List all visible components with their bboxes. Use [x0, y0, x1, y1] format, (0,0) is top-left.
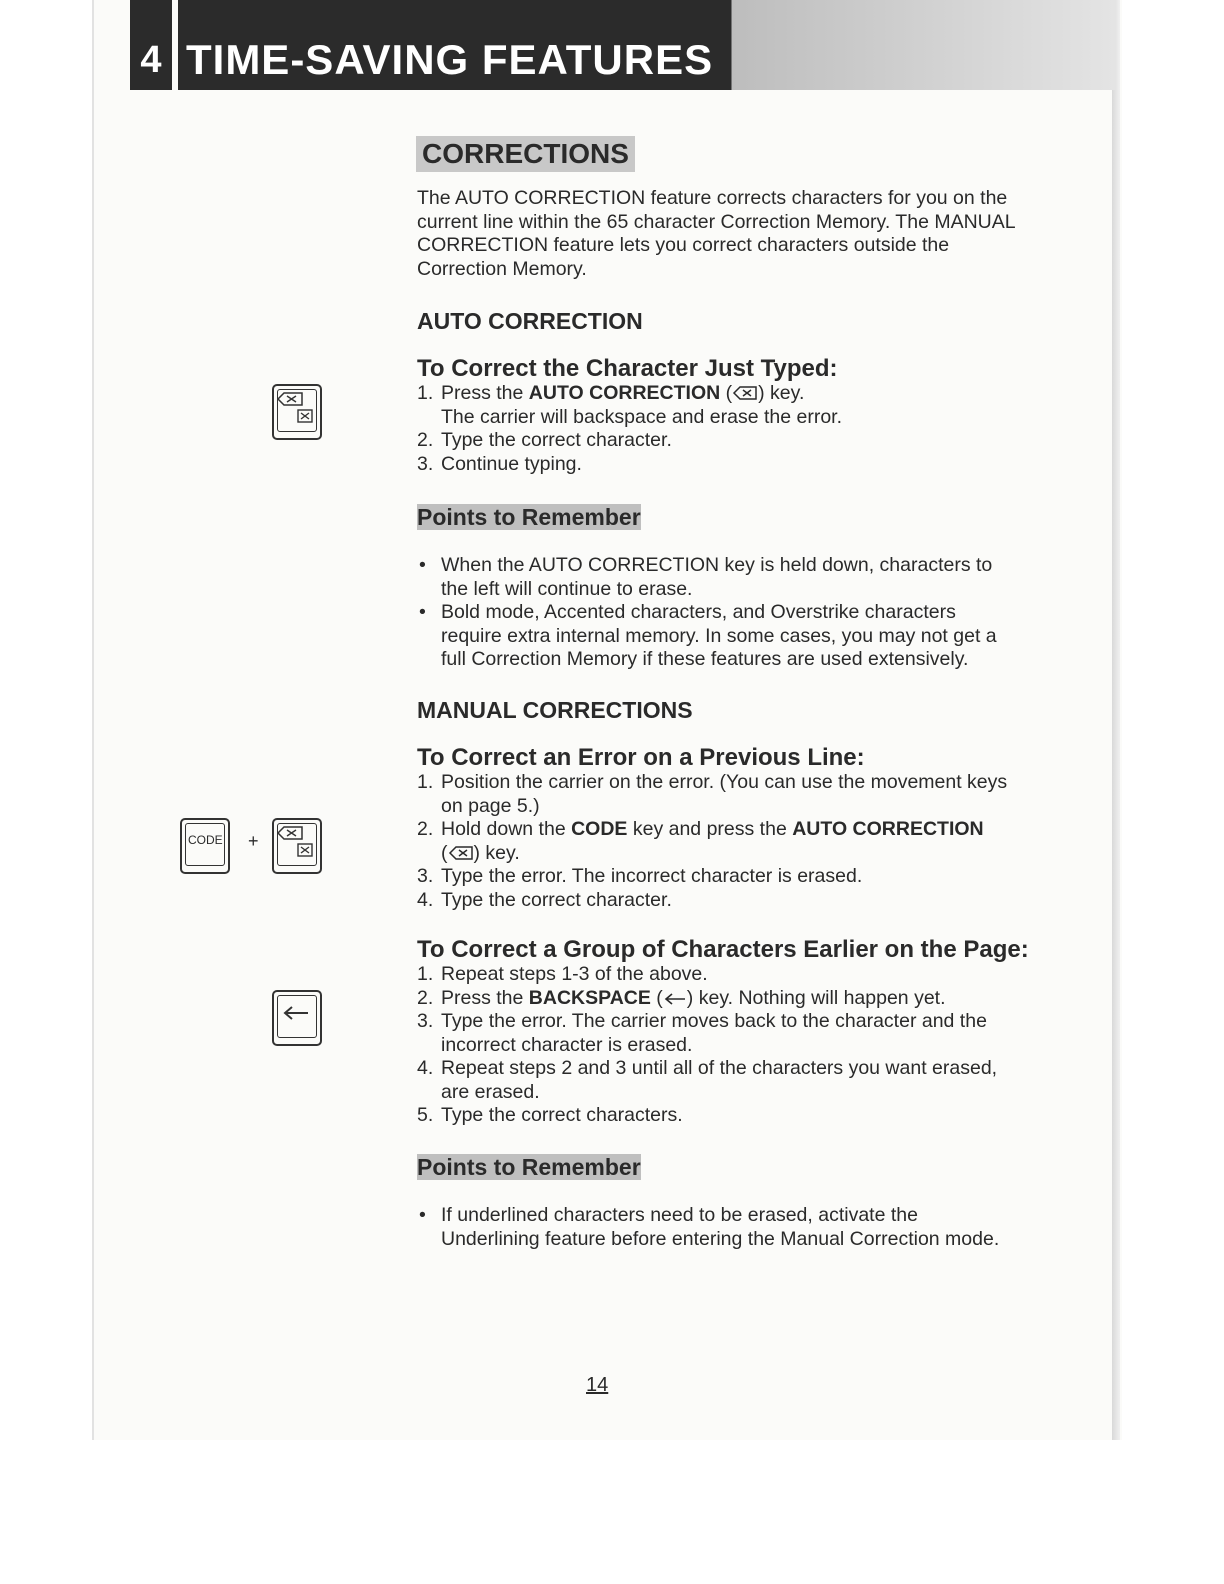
auto-correction-heading: AUTO CORRECTION [417, 308, 643, 334]
manual-corrections-heading: MANUAL CORRECTIONS [417, 697, 693, 723]
auto-correction-key-symbol-icon [732, 385, 758, 401]
section-title: CORRECTIONS [416, 136, 635, 172]
step-item [417, 453, 1037, 477]
step-number: 2. [417, 986, 434, 1009]
step-key-name: CODE [571, 818, 628, 840]
bullet-item: • If underlined characters need to be erased, activate the Underlining feature before entering the Manual Correction mode. [417, 1204, 1017, 1251]
step-text: key. [770, 382, 805, 404]
step-text: Press the [441, 986, 524, 1009]
step-number: 4. [417, 1057, 434, 1079]
step-item: 1. Press the AUTO CORRECTION ( ) key. The carrier will backspace and erase the error. [417, 382, 843, 428]
step-text: Type the correct character. [441, 429, 672, 451]
code-key-label: CODE [188, 833, 223, 847]
auto-correction-subheading: To Correct the Character Just Typed: [417, 355, 838, 382]
points-list [417, 1204, 1017, 1251]
section-intro: The AUTO CORRECTION feature corrects characters for you on the current line within the 65 character Correction Memory. The MANUAL CORRECTION feature lets you correct characters outside the Correction Memory. [417, 187, 1015, 280]
page-edge-shadow [1112, 0, 1120, 1440]
page-number: 14 [586, 1374, 609, 1396]
chapter-number: 4 [140, 38, 162, 81]
step-key-name: AUTO CORRECTION [792, 818, 984, 840]
manual-steps-previous-line [417, 771, 1017, 912]
bullet-item: • Bold mode, Accented characters, and Overstrike characters require extra internal memory. In some cases, you may not get a full Correction Memory if these features are used extensively. [417, 601, 1017, 672]
chapter-title: TIME-SAVING FEATURES [186, 36, 714, 83]
step-number: 3. [417, 452, 434, 475]
step-number: 2. [417, 429, 434, 451]
step-item [417, 1057, 1017, 1104]
manual-subheading-group: To Correct a Group of Characters Earlier on the Page: [417, 936, 1029, 963]
step-item [417, 963, 1017, 987]
step-key-name: AUTO CORRECTION [528, 382, 721, 404]
step-text: Type the error. The carrier moves back to the character and the incorrect character is erased. [441, 1010, 987, 1056]
step-number: 3. [417, 865, 434, 887]
step-text: Type the error. The incorrect character is erased. [441, 865, 863, 887]
points-list [417, 554, 1017, 672]
step-text: key. [485, 841, 520, 864]
step-text: Position the carrier on the error. (You can use the movement keys on page 5.) [441, 771, 1008, 817]
step-item [417, 429, 1037, 453]
step-text: The carrier will backspace and erase the error. [441, 405, 843, 428]
step-item [417, 889, 1017, 913]
step-number: 1. [417, 963, 434, 985]
step-item: 2. Press the BACKSPACE ( ) key. Nothing will happen yet. [417, 986, 946, 1009]
step-number: 1. [417, 771, 434, 793]
step-number: 5. [417, 1104, 434, 1126]
backspace-key-icon [272, 990, 322, 1046]
step-text: Repeat steps 2 and 3 until all of the characters you want erased, are erased. [441, 1057, 998, 1103]
auto-correction-steps [417, 382, 1037, 476]
step-number: 2. [417, 818, 434, 840]
step-text: Type the correct characters. [441, 1104, 683, 1126]
manual-subheading-previous-line: To Correct an Error on a Previous Line: [417, 744, 865, 771]
step-item [417, 771, 1017, 818]
points-to-remember-heading [417, 504, 641, 531]
step-text: Press the [441, 382, 524, 404]
auto-correction-key-symbol-icon [448, 845, 474, 861]
auto-correction-key-icon [272, 818, 322, 874]
key-combo-plus: + [248, 831, 259, 851]
step-number: 4. [417, 888, 434, 911]
step-item [417, 1010, 1017, 1057]
manual-steps-group [417, 963, 1017, 1128]
bullet-item: • When the AUTO CORRECTION key is held down, characters to the left will continue to erase. [417, 554, 1017, 601]
step-key-name: BACKSPACE [528, 986, 651, 1009]
points-heading-text: Points to Remember [417, 1154, 641, 1180]
header-divider [172, 0, 178, 90]
backspace-arrow-icon [663, 992, 687, 1006]
auto-correction-key-icon [272, 384, 322, 440]
step-text: Hold down the [441, 818, 566, 840]
points-heading-text: Points to Remember [417, 504, 641, 530]
step-item [417, 1104, 1017, 1128]
step-text: key and press the [632, 818, 787, 840]
step-item [417, 865, 1017, 889]
code-key-icon [180, 818, 230, 874]
step-text: Type the correct character. [441, 888, 672, 911]
step-text: key. Nothing will happen yet. [698, 986, 946, 1009]
step-text: Repeat steps 1-3 of the above. [441, 963, 708, 985]
step-number: 1. [417, 382, 434, 404]
step-item: 2. Hold down the CODE key and press the AUTO CORRECTION ( ) key. [417, 818, 984, 864]
step-number: 3. [417, 1010, 434, 1032]
step-text: Continue typing. [441, 452, 582, 475]
points-to-remember-heading [417, 1154, 641, 1181]
